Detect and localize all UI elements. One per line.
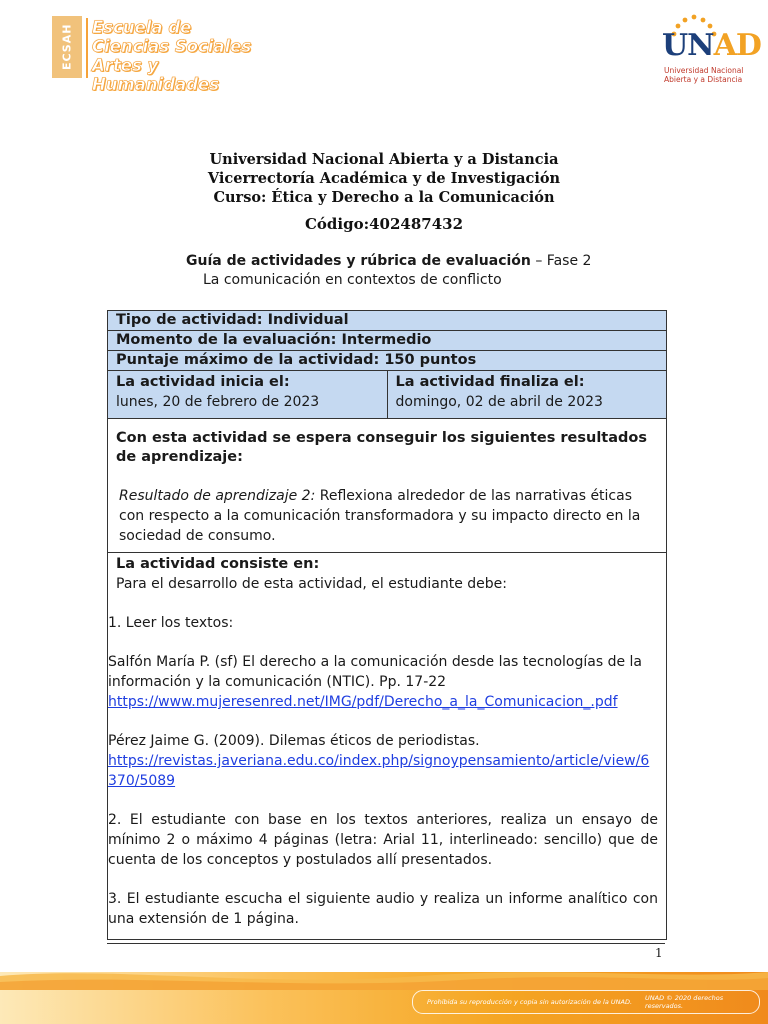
end-date-label: La actividad finaliza el: (395, 374, 585, 390)
learning-outcomes (108, 419, 666, 553)
rights-notice: UNAD © 2020 derechos reservados. (645, 994, 724, 1010)
page-bottom-rule (107, 943, 665, 944)
description-intro: Para el desarrollo de esta actividad, el estudiante debe: (116, 576, 508, 592)
unad-wordmark: UNAD (662, 28, 761, 63)
evaluation-moment: Momento de la evaluación: Intermedio (108, 331, 666, 351)
reference-1: Salfón María P. (sf) El derecho a la comunicación desde las tecnologías de la información y la comunicación (NTIC). Pp. 17-22 (108, 654, 643, 690)
reference-2-link[interactable]: https://revistas.javeriana.edu.co/index.php/signoypensamiento/article/view/6370/5089 (108, 753, 650, 789)
step-3: 3. El estudiante escucha el siguiente audio y realiza un informe analítico con una extensión de 1 página. (108, 891, 658, 927)
start-date-value: lunes, 20 de febrero de 2023 (116, 394, 320, 410)
footer-wave-icon (0, 966, 768, 990)
course-title: Curso: Ética y Derecho a la Comunicación (213, 189, 555, 206)
step-1: 1. Leer los textos: (108, 615, 234, 631)
outcomes-heading: Con esta actividad se espera conseguir los siguientes resultados de aprendizaje: (116, 430, 647, 465)
ecsah-abbrev: ECSAH (52, 16, 82, 78)
guide-subtitle: La comunicación en contextos de conflicto (203, 272, 502, 288)
ecsah-line-2: Ciencias Sociales (92, 37, 252, 56)
max-score: Puntaje máximo de la actividad: 150 puntos (108, 351, 666, 371)
activity-table (107, 310, 667, 940)
reference-2-link-wrap (108, 751, 658, 791)
activity-type: Tipo de actividad: Individual (108, 311, 666, 331)
footer-band (0, 972, 768, 1024)
start-date-label: La actividad inicia el: (116, 374, 290, 390)
university-title: Universidad Nacional Abierta y a Distancia (209, 151, 559, 168)
reference-1-link-wrap (108, 692, 658, 712)
vice-rectorate-title: Vicerrectoría Académica y de Investigación (207, 170, 561, 187)
reference-1-link[interactable]: https://www.mujeresenred.net/IMG/pdf/Derecho_a_la_Comunicacion_.pdf (108, 694, 618, 710)
step-2: 2. El estudiante con base en los textos anteriores, realiza un ensayo de mínimo 2 o máximo 4 páginas (letra: Arial 11, interlineado: sencillo) que de cuenta de los conceptos y postulados allí presentados. (108, 812, 658, 868)
logo-divider (86, 18, 88, 78)
ecsah-line-1: Escuela de (92, 18, 192, 37)
outcome-text: Reflexiona alrededor de las narrativas éticas con respecto a la comunicación transformadora y su impacto directo en la sociedad de consumo. (119, 488, 641, 544)
footer-notice (412, 990, 760, 1014)
outcome-2 (116, 486, 658, 546)
unad-subtitle: Universidad Nacional Abierta y a Distancia (664, 66, 744, 84)
guide-heading (186, 252, 591, 290)
guide-title: Guía de actividades y rúbrica de evaluación (186, 253, 531, 269)
ecsah-line-3: Artes y Humanidades (92, 56, 220, 94)
reference-2: Pérez Jaime G. (2009). Dilemas éticos de periodistas. (108, 733, 480, 749)
outcome-label: Resultado de aprendizaje 2: (119, 488, 316, 504)
document-titles (0, 150, 768, 234)
end-date-cell (388, 371, 667, 418)
page-number: 1 (655, 946, 663, 960)
activity-description (108, 553, 666, 939)
ecsah-logo (52, 14, 282, 94)
guide-phase: – Fase 2 (530, 253, 592, 269)
course-code: Código:402487432 (304, 215, 464, 233)
activity-dates (108, 371, 666, 419)
unad-logo (660, 14, 760, 86)
copy-prohibition-notice: Prohibida su reproducción y copia sin autorización de la UNAD. (427, 998, 633, 1006)
description-heading: La actividad consiste en: (116, 556, 320, 572)
end-date-value: domingo, 02 de abril de 2023 (395, 394, 603, 410)
start-date-cell (108, 371, 388, 418)
